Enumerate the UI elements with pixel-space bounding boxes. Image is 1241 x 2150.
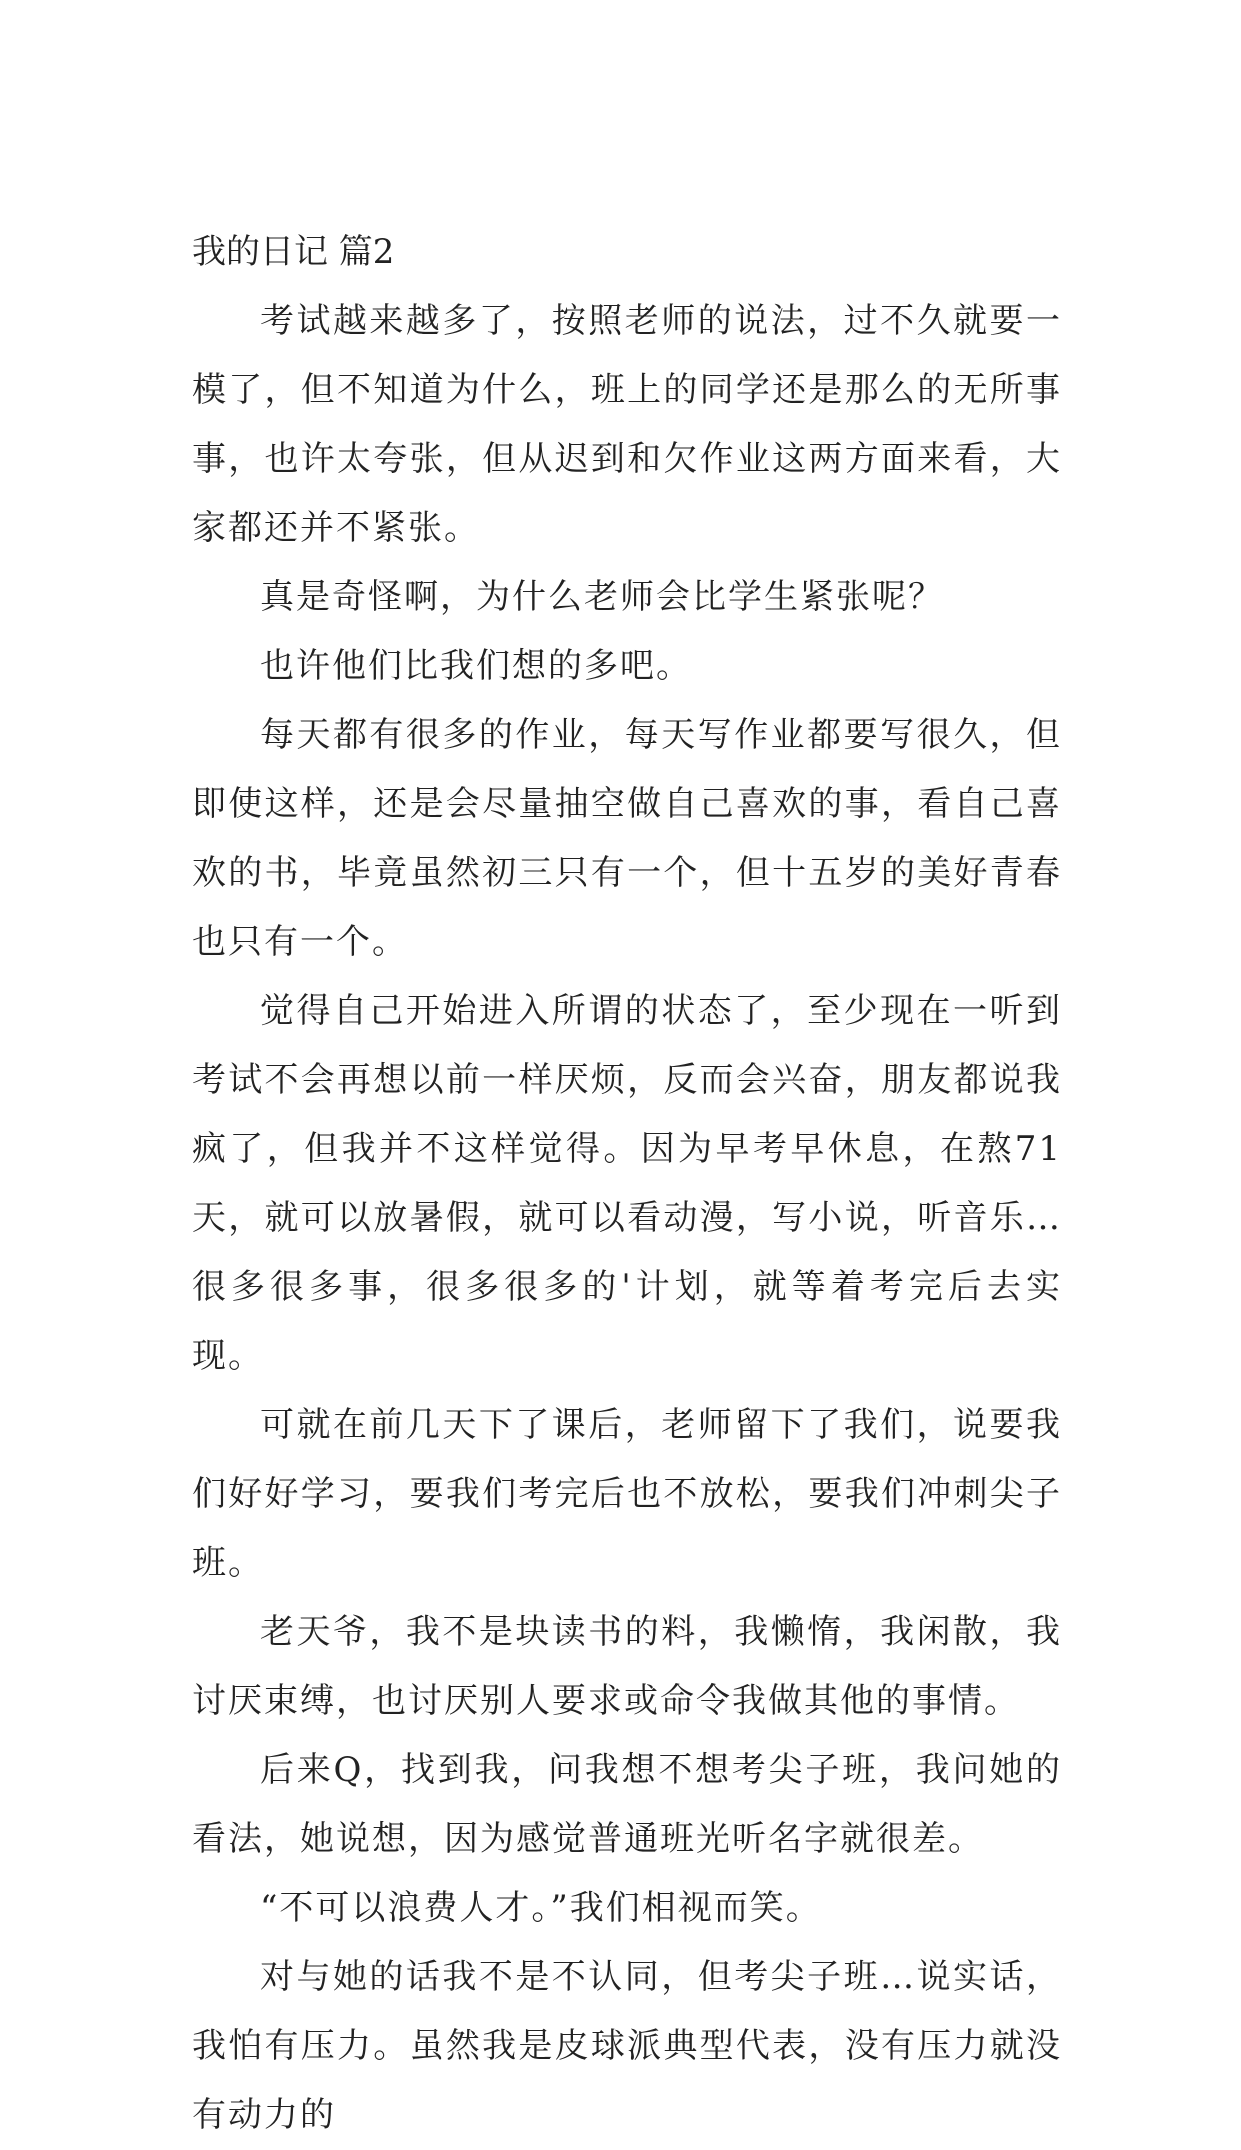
document-title: 我的日记 篇2 xyxy=(192,232,395,272)
paragraph: 每天都有很多的作业，每天写作业都要写很久，但即使这样，还是会尽量抽空做自己喜欢的事，看自己喜欢的书，毕竟虽然初三只有一个，但十五岁的美好青春也只有一个。 xyxy=(192,715,1062,962)
paragraph: 也许他们比我们想的多吧。 xyxy=(260,646,692,686)
paragraph: 真是奇怪啊，为什么老师会比学生紧张呢？ xyxy=(260,577,944,617)
paragraph: 可就在前几天下了课后，老师留下了我们，说要我们好好学习，要我们考完后也不放松，要我们冲刺尖子班。 xyxy=(192,1405,1062,1583)
paragraph: “不可以浪费人才。”我们相视而笑。 xyxy=(260,1888,822,1928)
paragraph: 觉得自己开始进入所谓的状态了，至少现在一听到考试不会再想以前一样厌烦，反而会兴奋，朋友都说我疯了，但我并不这样觉得。因为早考早休息，在熬71天，就可以放暑假，就可以看动漫，写小说，听音乐…很多很多事，很多很多的'计划，就等着考完后去实现。 xyxy=(192,991,1062,1376)
paragraph: 老天爷，我不是块读书的料，我懒惰，我闲散，我讨厌束缚，也讨厌别人要求或命令我做其他的事情。 xyxy=(192,1612,1062,1721)
document-body xyxy=(192,218,1062,2150)
paragraph: 考试越来越多了，按照老师的说法，过不久就要一模了，但不知道为什么，班上的同学还是那么的无所事事，也许太夸张，但从迟到和欠作业这两方面来看，大家都还并不紧张。 xyxy=(192,301,1062,548)
paragraph: 后来Q，找到我，问我想不想考尖子班，我问她的看法，她说想，因为感觉普通班光听名字就很差。 xyxy=(192,1750,1062,1859)
paragraph: 对与她的话我不是不认同，但考尖子班…说实话，我怕有压力。虽然我是皮球派典型代表，没有压力就没有动力的 xyxy=(192,1957,1062,2135)
